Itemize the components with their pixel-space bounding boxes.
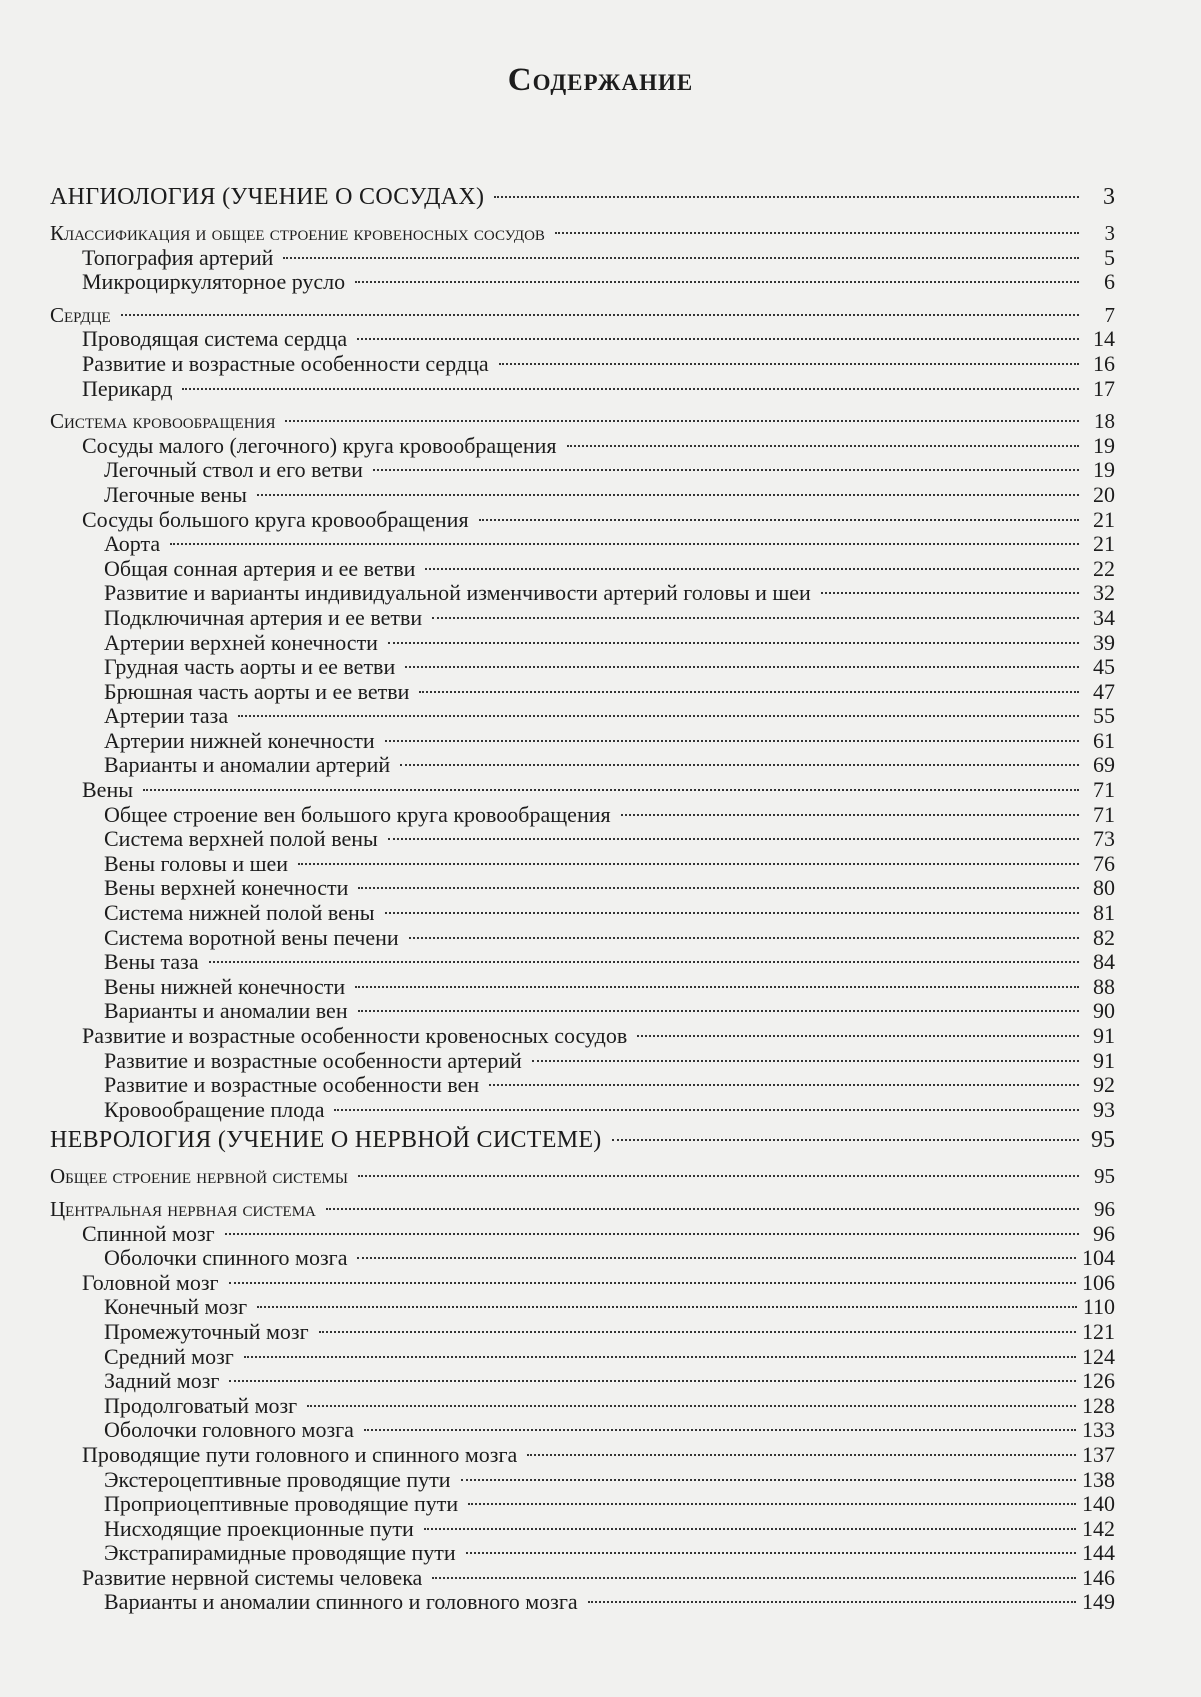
toc-entry-label: Развитие и возрастные особенности артерий xyxy=(104,1047,522,1073)
toc-entry-page: 124 xyxy=(1082,1343,1115,1369)
toc-entry-page: 92 xyxy=(1093,1072,1115,1098)
toc-entry-page: 140 xyxy=(1082,1491,1115,1517)
toc-entry-label: Проводящая система сердца xyxy=(82,326,348,352)
toc-entry-label: Вены головы и шеи xyxy=(104,850,289,876)
toc-entry-page: 95 xyxy=(1094,1164,1115,1189)
toc-entry-label: Легочный ствол и его ветви xyxy=(104,457,363,483)
toc-entry-label: Экстероцептивные проводящие пути xyxy=(104,1466,451,1492)
dot-leader xyxy=(257,470,1079,496)
toc-entry-page: 93 xyxy=(1093,1096,1115,1122)
toc-entry-label: Развитие нервной системы человека xyxy=(82,1564,423,1590)
toc-entry-label: Конечный мозг xyxy=(104,1294,248,1320)
dot-leader xyxy=(358,863,1079,889)
dot-leader xyxy=(355,257,1079,283)
toc-entry-label: Кровообращение плода xyxy=(104,1096,325,1122)
toc-entry-label: Развитие и возрастные особенности вен xyxy=(104,1072,480,1098)
toc-entry-label: Легочные вены xyxy=(104,481,247,507)
toc-entry-page: 71 xyxy=(1093,801,1115,827)
toc-entry-page: 104 xyxy=(1082,1245,1115,1271)
dot-leader xyxy=(567,421,1079,447)
dot-leader xyxy=(283,233,1079,259)
dot-leader xyxy=(364,1405,1076,1431)
toc-entry-page: 16 xyxy=(1093,350,1115,376)
toc-part xyxy=(50,178,1115,210)
dot-leader xyxy=(326,1184,1079,1210)
dot-leader xyxy=(388,618,1079,644)
dot-leader xyxy=(432,593,1079,619)
toc-entry-page: 137 xyxy=(1082,1441,1115,1467)
toc-entry-label: Вены верхней конечности xyxy=(104,875,349,901)
toc-entry-label: Варианты и аномалии артерий xyxy=(104,752,391,778)
toc-chapter xyxy=(50,1157,1115,1189)
toc-entry-label: Развитие и возрастные особенности сердца xyxy=(82,350,489,376)
toc-entry-page: 21 xyxy=(1093,506,1115,532)
toc-entry-page: 128 xyxy=(1082,1392,1115,1418)
toc-entry-label: Сосуды малого (легочного) круга кровообращения xyxy=(82,432,557,458)
toc-entry-page: 34 xyxy=(1093,604,1115,630)
toc-entry-label: Варианты и аномалии вен xyxy=(104,998,348,1024)
toc-entry-page: 88 xyxy=(1093,973,1115,999)
dot-leader xyxy=(257,1282,1077,1308)
toc-entry-label: Задний мозг xyxy=(104,1368,220,1394)
dot-leader xyxy=(182,364,1079,390)
toc-entry-label: АНГИОЛОГИЯ (УЧЕНИЕ О СОСУДАХ) xyxy=(50,184,485,210)
toc-entry-page: 7 xyxy=(1104,302,1115,327)
dot-leader xyxy=(400,740,1079,766)
toc-entry-page: 96 xyxy=(1094,1196,1115,1221)
dot-leader xyxy=(143,765,1079,791)
toc-entry-label: Вены таза xyxy=(104,949,199,975)
toc-entry-page: 47 xyxy=(1093,678,1115,704)
dot-leader xyxy=(555,208,1079,234)
toc-entry-page: 121 xyxy=(1082,1318,1115,1344)
toc-entry-page: 144 xyxy=(1082,1540,1115,1566)
dot-leader xyxy=(588,1577,1076,1603)
toc-entry-page: 3 xyxy=(1104,221,1115,245)
dot-leader xyxy=(298,839,1079,865)
toc-entry-label: НЕВРОЛОГИЯ (УЧЕНИЕ О НЕРВНОЙ СИСТЕМЕ) xyxy=(50,1127,602,1154)
toc-entry-label: Топография артерий xyxy=(82,244,274,270)
toc-entry-page: 45 xyxy=(1093,654,1115,680)
toc-entry-label: Спинной мозг xyxy=(82,1220,215,1246)
toc-entry-label: Головной мозг xyxy=(82,1269,219,1295)
dot-leader xyxy=(612,1115,1079,1141)
dot-leader xyxy=(409,913,1079,939)
dot-leader xyxy=(209,937,1079,963)
toc-entry-label: Подключичная артерия и ее ветви xyxy=(104,604,423,630)
toc-entry-label: Грудная часть аорты и ее ветви xyxy=(104,654,396,680)
toc-entry-label: Центральная нервная система xyxy=(50,1196,316,1221)
toc-entry-label: Общая сонная артерия и ее ветви xyxy=(104,555,416,581)
dot-leader xyxy=(466,1528,1076,1554)
toc-entry-label: Брюшная часть аорты и ее ветви xyxy=(104,678,410,704)
dot-leader xyxy=(285,396,1079,422)
toc-entry-page: 73 xyxy=(1093,826,1115,852)
dot-leader xyxy=(468,1479,1076,1505)
dot-leader xyxy=(319,1307,1076,1333)
dot-leader xyxy=(170,519,1079,545)
toc-entry-label: Классификация и общее строение кровеносных сосудов xyxy=(50,221,545,245)
dot-leader xyxy=(229,1356,1076,1382)
dot-leader xyxy=(419,667,1079,693)
toc-entry-label: Нисходящие проекционные пути xyxy=(104,1515,414,1541)
dot-leader xyxy=(532,1036,1079,1062)
dot-leader xyxy=(479,495,1079,521)
dot-leader xyxy=(432,1553,1076,1579)
toc-entry-page: 61 xyxy=(1093,727,1115,753)
toc-entry-label: Артерии верхней конечности xyxy=(104,629,378,655)
toc-entry-page: 21 xyxy=(1093,531,1115,557)
toc-entry-page: 14 xyxy=(1093,326,1115,352)
toc-entry-page: 90 xyxy=(1093,998,1115,1024)
toc-entry-label: Промежуточный мозг xyxy=(104,1318,309,1344)
dot-leader xyxy=(334,1085,1079,1111)
toc-entry-label: Аорта xyxy=(104,531,161,557)
dot-leader xyxy=(229,1258,1076,1284)
toc-entry-page: 84 xyxy=(1093,949,1115,975)
toc-entry-label: Оболочки головного мозга xyxy=(104,1417,354,1443)
dot-leader xyxy=(358,1151,1079,1177)
toc-entry-page: 19 xyxy=(1093,432,1115,458)
toc-entry-label: Сердце xyxy=(50,302,111,327)
toc-entry-label: Система нижней полой вены xyxy=(104,900,375,926)
toc-entry-page: 76 xyxy=(1093,850,1115,876)
toc-entry-page: 81 xyxy=(1093,900,1115,926)
toc-entry-label: Система кровообращения xyxy=(50,409,276,434)
dot-leader xyxy=(307,1381,1076,1407)
dot-leader xyxy=(621,790,1079,816)
toc-entry-label: Перикард xyxy=(82,375,173,401)
toc-entry-page: 96 xyxy=(1093,1220,1115,1246)
toc-entry-page: 126 xyxy=(1082,1368,1115,1394)
toc-entry-page: 91 xyxy=(1093,1047,1115,1073)
toc-entry-label: Система воротной вены печени xyxy=(104,924,399,950)
toc-entry-label: Варианты и аномалии спинного и головного мозга xyxy=(104,1589,578,1615)
toc-entry-label: Продолговатый мозг xyxy=(104,1392,298,1418)
toc-entry-label: Развитие и варианты индивидуальной изменчивости артерий головы и шеи xyxy=(104,580,811,606)
dot-leader xyxy=(637,1011,1079,1037)
toc-entry-page: 80 xyxy=(1093,875,1115,901)
toc-entry-page: 142 xyxy=(1082,1515,1115,1541)
toc-entry-page: 5 xyxy=(1104,244,1115,270)
toc-entry-page: 106 xyxy=(1082,1269,1115,1295)
dot-leader xyxy=(225,1209,1079,1235)
toc-entry-page: 39 xyxy=(1093,629,1115,655)
dot-leader xyxy=(527,1430,1076,1456)
dot-leader xyxy=(121,290,1079,316)
dot-leader xyxy=(489,1060,1079,1086)
toc-part xyxy=(50,1121,1115,1154)
toc-entry-page: 18 xyxy=(1094,409,1115,434)
toc-entry-page: 22 xyxy=(1093,555,1115,581)
toc-entry-page: 146 xyxy=(1082,1564,1115,1590)
toc-entry-page: 91 xyxy=(1093,1023,1115,1048)
dot-leader xyxy=(355,962,1079,988)
dot-leader xyxy=(461,1455,1076,1481)
toc-entry-label: Средний мозг xyxy=(104,1343,234,1369)
toc-entry-label: Артерии таза xyxy=(104,703,229,729)
toc-entry-label: Оболочки спинного мозга xyxy=(104,1245,348,1271)
dot-leader xyxy=(821,568,1079,594)
dot-leader xyxy=(424,1504,1076,1530)
toc-entry-page: 138 xyxy=(1082,1466,1115,1492)
dot-leader xyxy=(388,814,1079,840)
toc-entry-page: 6 xyxy=(1104,269,1115,295)
toc-entry-page: 82 xyxy=(1093,924,1115,950)
dot-leader xyxy=(385,716,1079,742)
dot-leader xyxy=(358,986,1079,1012)
dot-leader xyxy=(373,445,1079,471)
toc-entry-label: Проприоцептивные проводящие пути xyxy=(104,1491,459,1517)
page-title: Содержание xyxy=(507,62,694,98)
toc-entry-label: Общее строение нервной системы xyxy=(50,1164,348,1189)
toc-entry-page: 17 xyxy=(1093,375,1115,401)
toc-entry-page: 110 xyxy=(1082,1294,1115,1320)
toc-entry-label: Микроциркуляторное русло xyxy=(82,269,346,295)
toc-entry-page: 32 xyxy=(1093,580,1115,606)
toc-entry-page: 95 xyxy=(1091,1127,1115,1154)
toc-entry-page: 3 xyxy=(1103,184,1115,210)
dot-leader xyxy=(238,691,1079,717)
toc-entry-label: Артерии нижней конечности xyxy=(104,727,375,753)
toc-entry xyxy=(50,370,1115,401)
toc-entry-label: Система верхней полой вены xyxy=(104,826,378,852)
dot-leader xyxy=(499,339,1079,365)
dot-leader xyxy=(357,1233,1076,1259)
dot-leader xyxy=(385,888,1080,914)
toc-entry-label: Проводящие пути головного и спинного мозга xyxy=(82,1441,518,1467)
table-of-contents xyxy=(50,172,1115,1615)
dot-leader xyxy=(244,1332,1076,1358)
toc-entry-page: 55 xyxy=(1093,703,1115,729)
toc-entry-page: 149 xyxy=(1082,1589,1115,1615)
toc-entry-page: 71 xyxy=(1093,777,1115,803)
toc-entry-label: Сосуды большого круга кровообращения xyxy=(82,506,469,532)
dot-leader xyxy=(405,642,1079,668)
dot-leader xyxy=(357,314,1079,340)
toc-entry-label: Вены нижней конечности xyxy=(104,973,346,999)
toc-entry-page: 133 xyxy=(1082,1417,1115,1443)
toc-entry-page: 20 xyxy=(1093,481,1115,507)
dot-leader xyxy=(494,172,1079,198)
toc-entry-page: 19 xyxy=(1093,457,1115,483)
toc-entry-label: Экстрапирамидные проводящие пути xyxy=(104,1540,456,1566)
dot-leader xyxy=(425,544,1079,570)
toc-entry-page: 69 xyxy=(1093,752,1115,778)
toc-entry-label: Общее строение вен большого круга кровообращения xyxy=(104,801,611,827)
toc-entry-label: Развитие и возрастные особенности кровеносных сосудов xyxy=(82,1023,628,1048)
toc-entry-label: Вены xyxy=(82,777,133,803)
